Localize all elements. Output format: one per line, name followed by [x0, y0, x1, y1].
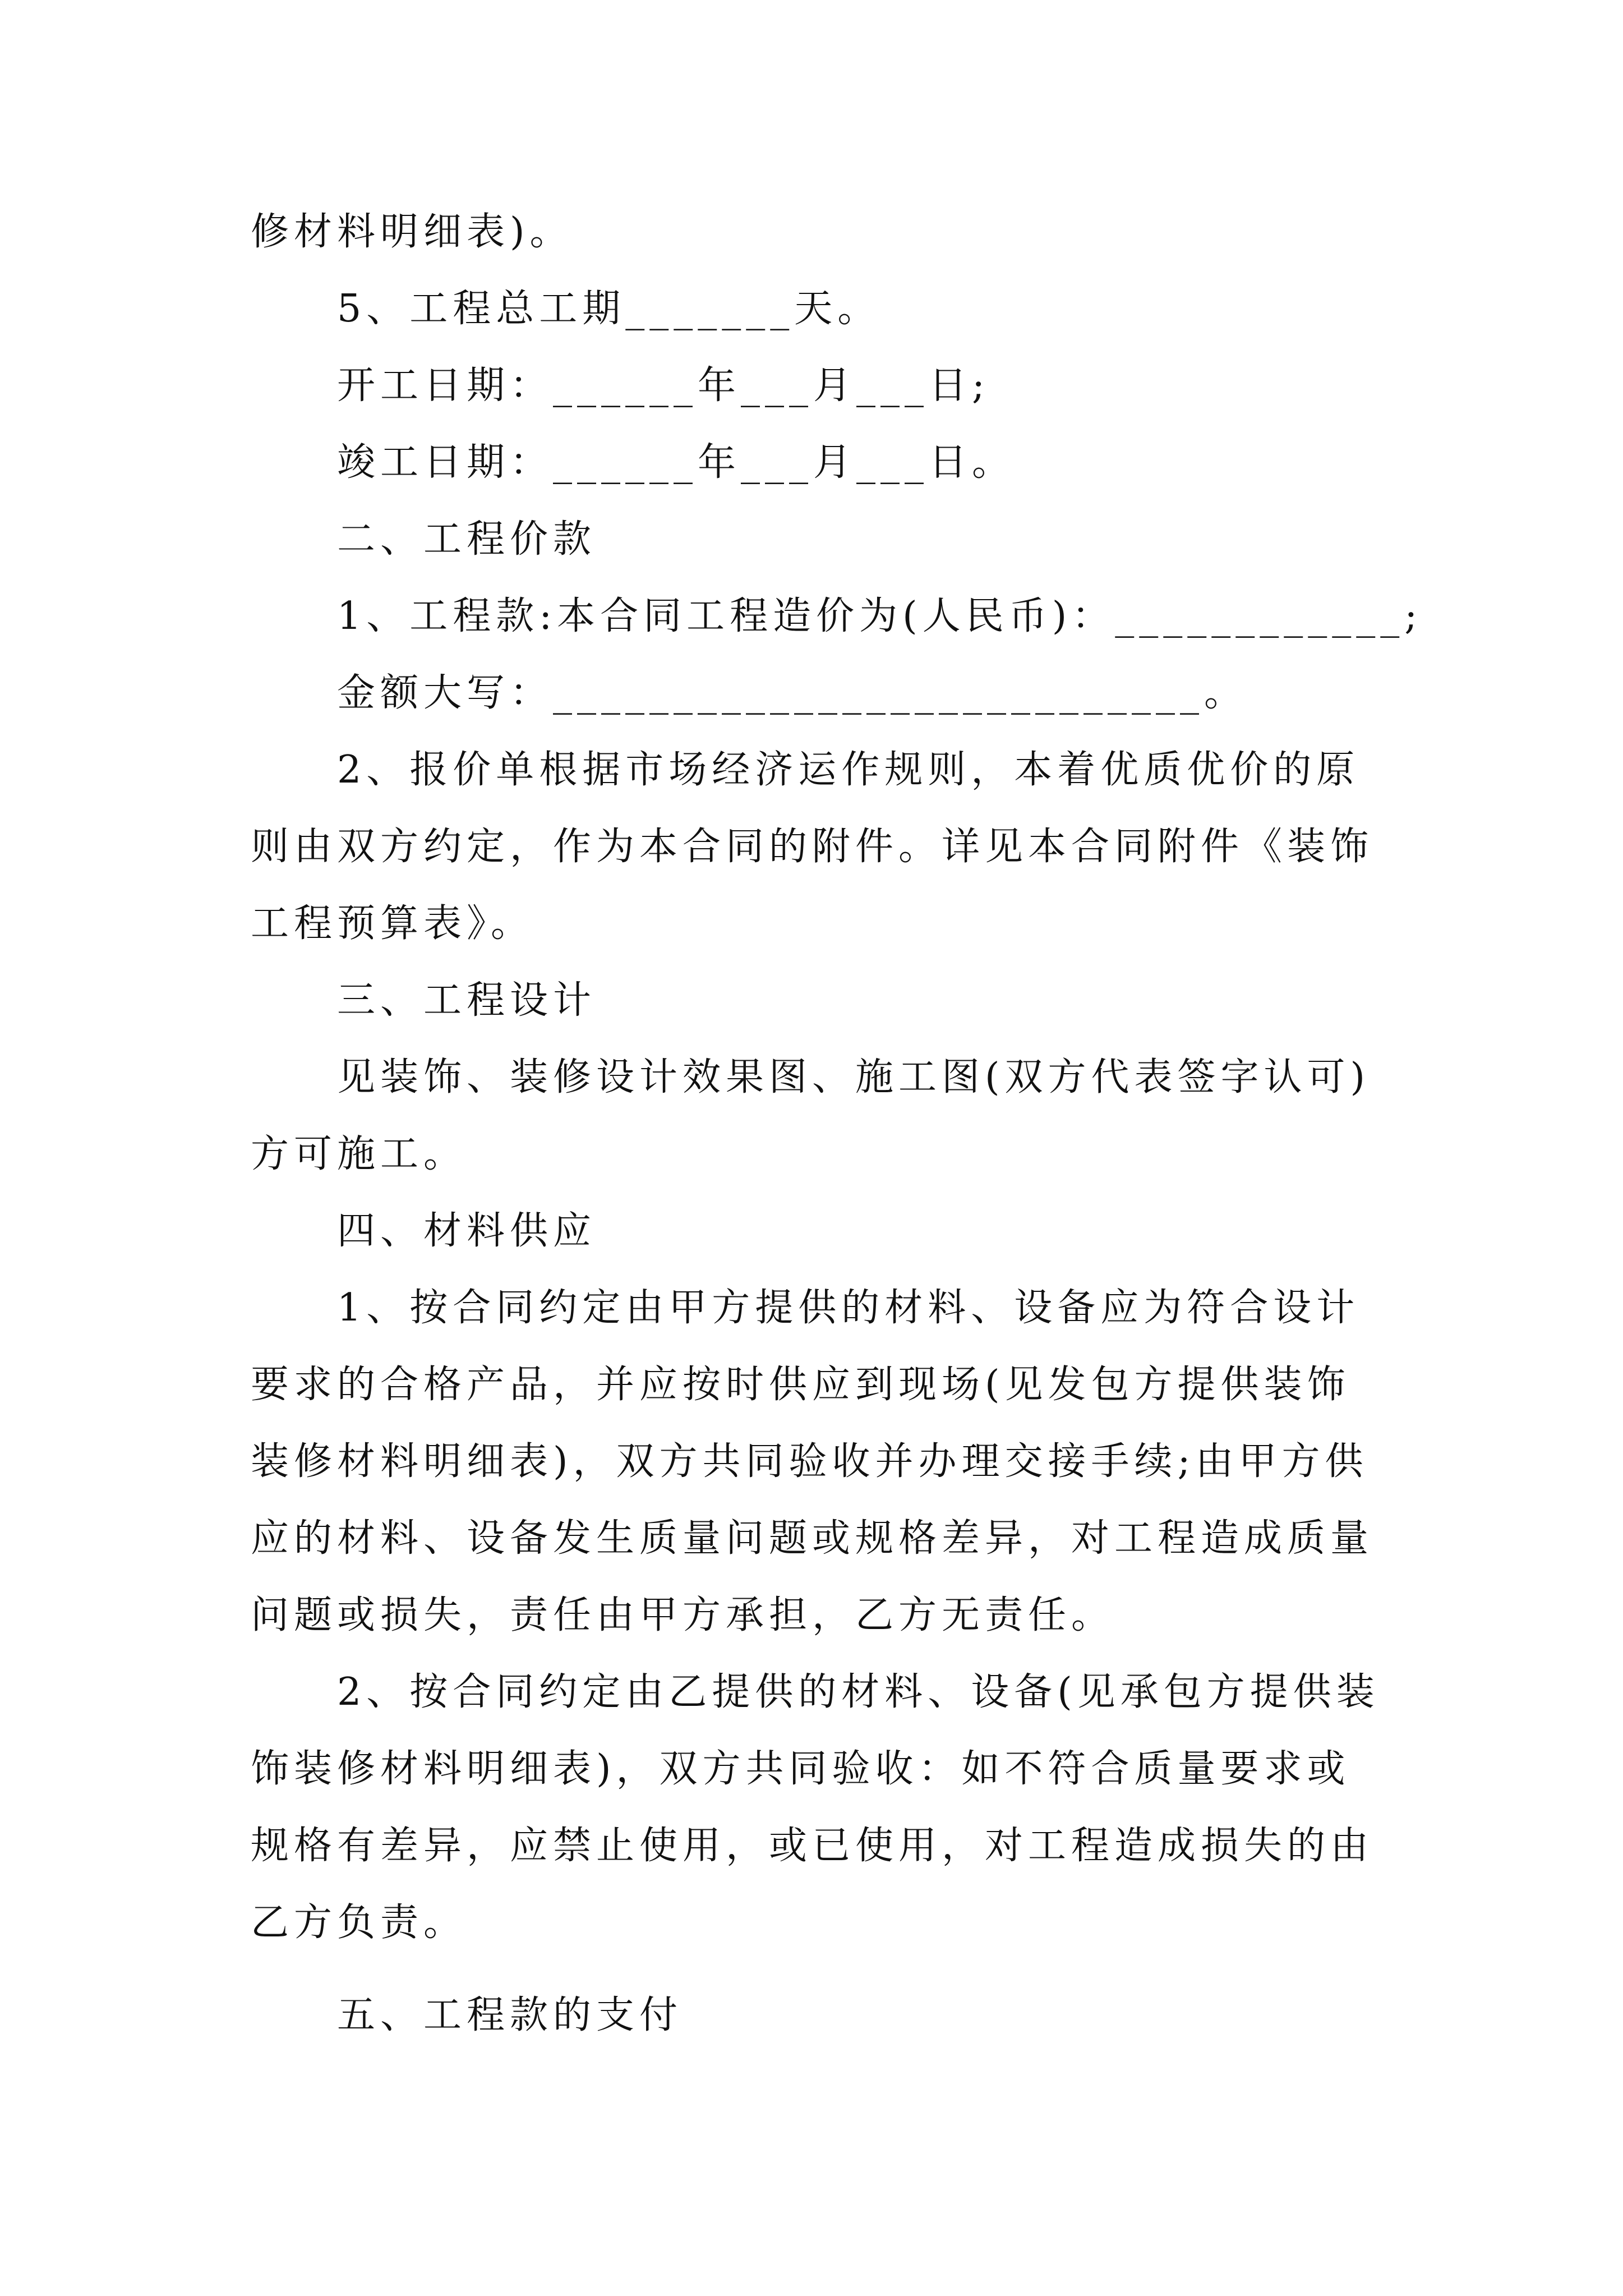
text-line: 修材料明细表)。 [251, 210, 573, 254]
text-line: 方可施工。 [251, 1132, 467, 1176]
document-page [251, 194, 1423, 2054]
text-line: 工程预算表》。 [251, 901, 534, 946]
text-line: 2、按合同约定由乙提供的材料、设备(见承包方提供装 [337, 1670, 1380, 1714]
text-line: 装修材料明细表)，双方共同验收并办理交接手续;由甲方供 [251, 1439, 1368, 1484]
text-line: 2、报价单根据市场经济运作规则，本着优质优价的原 [337, 748, 1360, 792]
text-line: 则由双方约定，作为本合同的附件。详见本合同附件《装饰 [251, 825, 1374, 869]
text-line: 饰装修材料明细表)，双方共同验收：如不符合质量要求或 [251, 1747, 1350, 1791]
section-heading: 二、工程价款 [337, 517, 597, 562]
text-line: 1、按合同约定由甲方提供的材料、设备应为符合设计 [337, 1286, 1360, 1330]
section-heading: 三、工程设计 [337, 978, 597, 1023]
section-heading: 四、材料供应 [337, 1209, 597, 1253]
text-line: 规格有差异，应禁止使用，或已使用，对工程造成损失的由 [251, 1824, 1374, 1868]
section-heading: 五、工程款的支付 [337, 1993, 683, 2037]
text-line: 要求的合格产品，并应按时供应到现场(见发包方提供装饰 [251, 1363, 1350, 1407]
text-line: 见装饰、装修设计效果图、施工图(双方代表签字认可) [337, 1055, 1371, 1099]
text-line: 1、工程款:本合同工程造价为(人民币)：____________; [337, 594, 1423, 638]
text-line: 开工日期：______年___月___日; [337, 364, 990, 408]
text-line: 金额大写：___________________________。 [337, 671, 1248, 715]
text-line: 乙方负责。 [251, 1901, 467, 1945]
text-line: 5、工程总工期_______天。 [337, 287, 881, 331]
text-line: 问题或损失，责任由甲方承担，乙方无责任。 [251, 1593, 1115, 1637]
text-line: 竣工日期：______年___月___日。 [337, 440, 1016, 485]
text-line: 应的材料、设备发生质量问题或规格差异，对工程造成质量 [251, 1516, 1374, 1561]
